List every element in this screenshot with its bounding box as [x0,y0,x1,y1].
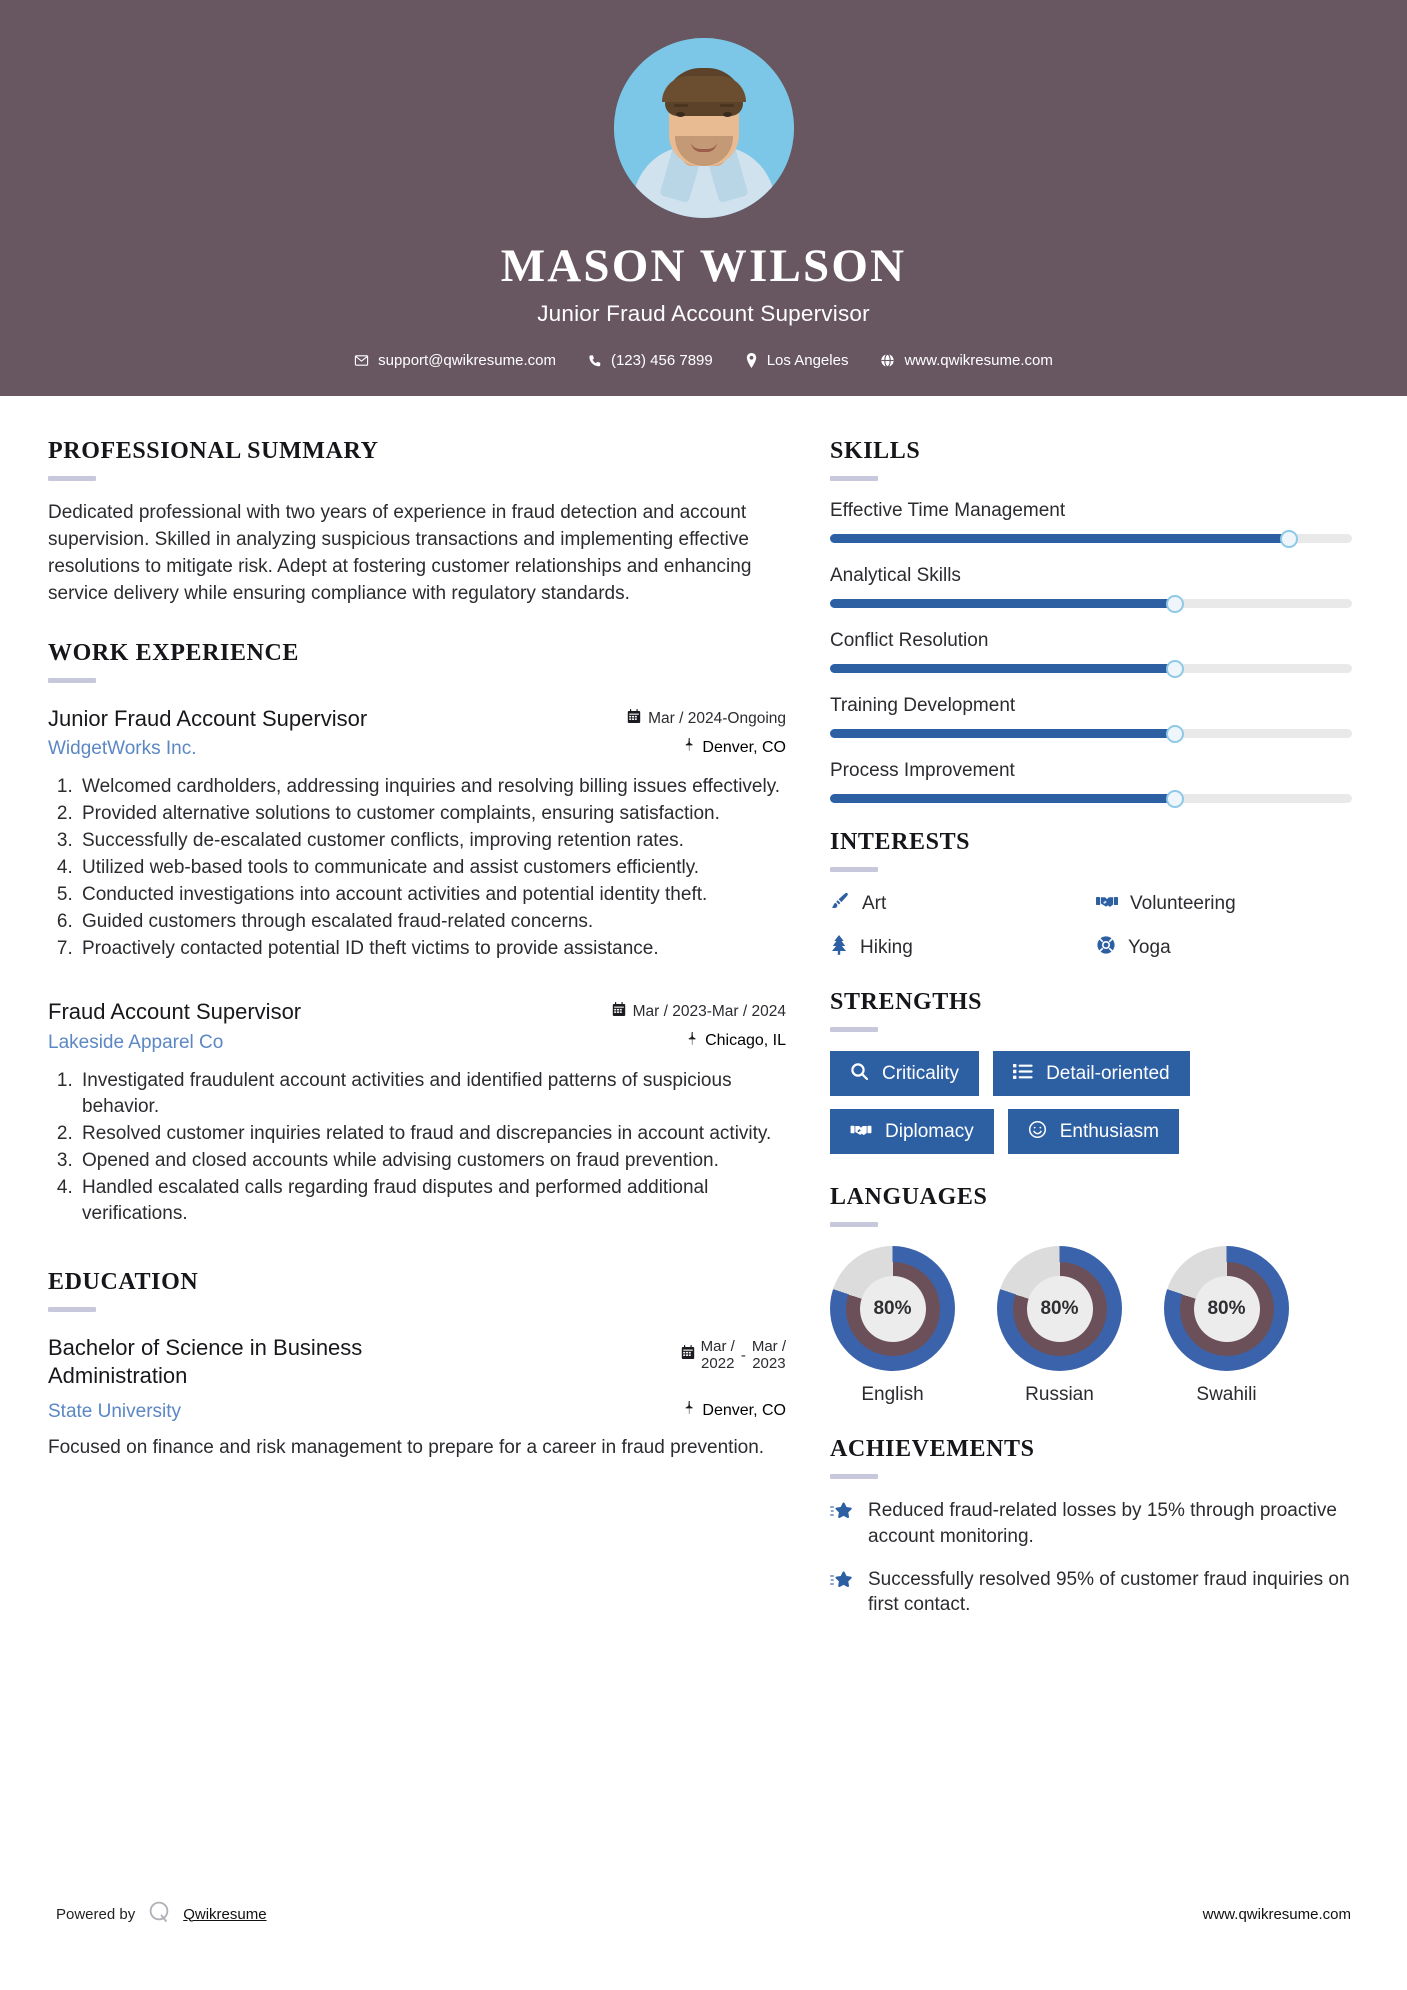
language-label: Swahili [1196,1384,1257,1405]
skill-item [830,630,1352,673]
skill-item [830,760,1352,803]
interest-item [830,891,1086,917]
skill-item [830,565,1352,608]
strength-chip-criticality[interactable] [830,1051,979,1096]
skill-bar [830,534,1352,543]
skill-bar-fill [830,534,1289,543]
section-achievements [830,1436,1352,1618]
job-dates [576,709,786,729]
skill-label: Conflict Resolution [830,630,989,651]
section-title: LANGUAGES [830,1184,988,1210]
paintbrush-icon [830,891,850,917]
section-strengths [830,989,1352,1154]
language-donut [997,1246,1122,1371]
language-item [997,1246,1122,1406]
powered-by-label: Powered by [56,1905,136,1923]
list-item: 6. Guided customers through escalated fraud-related concerns. [78,909,786,935]
handshake-icon [850,1120,872,1143]
interest-item [830,935,1086,961]
section-title: STRENGTHS [830,989,983,1015]
left-column [48,438,786,1635]
language-percent: 80% [860,1276,926,1342]
language-item [1164,1246,1289,1406]
job-title: Fraud Account Supervisor [48,999,302,1025]
job-bullets [48,1068,786,1227]
section-title: EDUCATION [48,1269,199,1296]
skill-bar [830,599,1352,608]
contact-phone-text: (123) 456 7899 [610,352,713,370]
skill-bar-fill [830,794,1175,803]
summary-text: Dedicated professional with two years of experience in fraud detection and account supervision. Skilled in analyzing suspicious transactions and implementing effective resolutions to mitigate risk. Adept at fostering customer relationships and enhancing service delivery while ensuring compliance with regulatory standards. [48,502,752,604]
skill-bar [830,664,1352,673]
strength-chip-detail-oriented[interactable] [993,1051,1190,1096]
language-label: Russian [1025,1384,1094,1405]
skill-label: Training Development [830,695,1016,716]
skill-bar [830,729,1352,738]
school-location [684,1401,786,1420]
section-rule [48,1307,96,1312]
job-dates [576,1002,786,1022]
interest-label: Yoga [1128,937,1171,958]
lifebuoy-icon [1096,935,1116,961]
education-entry [48,1334,786,1461]
candidate-name: MASON WILSON [500,240,907,292]
skill-bar-knob[interactable] [1166,660,1184,678]
section-skills [830,438,1352,803]
skill-bar-fill [830,729,1175,738]
job-location [684,738,786,757]
company-name: Lakeside Apparel Co [48,1031,224,1053]
achievement-item [830,1498,1352,1550]
strength-chip-enthusiasm[interactable] [1008,1109,1179,1154]
pin-icon [687,1032,698,1051]
page-footer [0,1872,1407,1990]
interest-item [1096,891,1352,917]
job-title: Junior Fraud Account Supervisor [48,705,368,731]
list-item: 3. Successfully de-escalated customer conflicts, improving retention rates. [78,828,786,854]
language-donut [1164,1246,1289,1371]
footer-website[interactable]: www.qwikresume.com [1202,1905,1351,1923]
section-professional-summary [48,438,786,608]
section-languages [830,1184,1352,1406]
list-item: 2. Provided alternative solutions to customer complaints, ensuring satisfaction. [78,801,786,827]
pin-icon [684,738,695,757]
star-icon [830,1498,854,1532]
resume-body [0,396,1407,1635]
section-title: WORK EXPERIENCE [48,639,300,666]
education-dates [576,1338,786,1373]
contact-location-text: Los Angeles [766,352,849,370]
list-item: 1. Investigated fraudulent account activities and identified patterns of suspicious behavior. [78,1068,786,1120]
section-rule [830,1222,878,1227]
skill-item [830,695,1352,738]
handshake-icon [1096,891,1118,917]
skill-label: Effective Time Management [830,500,1066,521]
achievement-item [830,1567,1352,1619]
section-rule [48,678,96,683]
company-name: WidgetWorks Inc. [48,738,197,760]
skill-bar [830,794,1352,803]
list-item: 4. Utilized web-based tools to communicate and assist customers efficiently. [78,855,786,881]
achievement-text: Successfully resolved 95% of customer fraud inquiries on first contact. [868,1568,1350,1616]
job-bullets [48,774,786,962]
strength-label: Enthusiasm [1059,1121,1159,1142]
strength-label: Diplomacy [885,1121,974,1142]
contact-email[interactable] [338,352,572,369]
phone-icon [588,354,602,368]
section-title: ACHIEVEMENTS [830,1436,1035,1462]
job-dates-text: Mar / 2023-Mar / 2024 [632,1003,786,1021]
interest-item [1096,935,1352,961]
education-description: Focused on finance and risk management to prepare for a career in fraud prevention. [48,1437,765,1459]
skill-item [830,500,1352,543]
calendar-icon [681,1345,695,1365]
skill-bar-fill [830,599,1175,608]
section-rule [830,1027,878,1032]
qwikresume-logo-icon [146,1899,172,1929]
date-year: 2023 [752,1355,786,1373]
map-pin-icon [745,353,758,368]
date-separator: - [740,1346,746,1364]
language-donut [830,1246,955,1371]
search-icon [850,1062,869,1085]
strength-label: Detail-oriented [1046,1063,1170,1084]
contact-website-text: www.qwikresume.com [904,352,1053,370]
language-item [830,1246,955,1406]
section-education [48,1269,786,1461]
skill-label: Process Improvement [830,760,1015,781]
candidate-role: Junior Fraud Account Supervisor [537,301,870,327]
section-work-experience [48,640,786,1227]
education-start-date [701,1338,735,1373]
list-item: 1. Welcomed cardholders, addressing inquiries and resolving billing issues effectively. [78,774,786,800]
skill-bar-knob[interactable] [1166,725,1184,743]
achievement-text: Reduced fraud-related losses by 15% through proactive account monitoring. [868,1500,1337,1547]
language-percent: 80% [1194,1276,1260,1342]
calendar-icon [627,709,641,729]
section-title: INTERESTS [830,829,971,855]
strength-label: Criticality [882,1063,960,1084]
interest-label: Hiking [860,937,913,958]
section-rule [830,1474,878,1479]
education-end-date [752,1338,786,1373]
degree-title: Bachelor of Science in Business Administration [48,1335,363,1388]
job-location-text: Chicago, IL [705,1032,786,1050]
contact-location [729,352,865,369]
language-percent: 80% [1027,1276,1093,1342]
list-item: 3. Opened and closed accounts while advising customers on fraud prevention. [78,1148,786,1174]
school-name: State University [48,1401,182,1423]
contact-bar [0,352,1407,369]
contact-website[interactable] [864,352,1068,369]
pin-icon [684,1401,695,1420]
school-location-text: Denver, CO [702,1401,786,1419]
envelope-icon [354,353,369,368]
list-item: 7. Proactively contacted potential ID theft victims to provide assistance. [78,936,786,962]
skill-bar-knob[interactable] [1166,595,1184,613]
qwikresume-link[interactable]: Qwikresume [183,1905,267,1923]
star-icon [830,1567,854,1601]
date-year: 2022 [701,1355,735,1373]
experience-entry [48,998,786,1227]
list-icon [1013,1063,1033,1084]
section-title: SKILLS [830,438,921,464]
section-rule [830,867,878,872]
contact-phone[interactable] [572,352,729,369]
section-rule [830,476,878,481]
language-label: English [861,1384,924,1405]
tree-icon [830,935,848,961]
section-title: PROFESSIONAL SUMMARY [48,438,379,464]
right-column [830,438,1352,1635]
smiley-icon [1028,1120,1047,1143]
date-month: Mar / [751,1338,786,1356]
experience-entry [48,705,786,963]
job-dates-text: Mar / 2024-Ongoing [648,709,786,727]
section-rule [48,476,96,481]
date-month: Mar / [700,1338,735,1356]
strength-chip-diplomacy[interactable] [830,1109,994,1154]
job-location [687,1032,786,1051]
resume-header [0,0,1407,396]
list-item: 4. Handled escalated calls regarding fraud disputes and performed additional verifications. [78,1175,786,1227]
avatar [614,38,794,218]
skill-bar-knob[interactable] [1166,790,1184,808]
calendar-icon [612,1002,626,1022]
list-item: 2. Resolved customer inquiries related to fraud and discrepancies in account activity. [78,1121,786,1147]
globe-icon [880,353,895,368]
list-item: 5. Conducted investigations into account activities and potential identity theft. [78,882,786,908]
interest-label: Art [862,893,887,914]
skill-bar-fill [830,664,1175,673]
interest-label: Volunteering [1130,893,1236,914]
job-location-text: Denver, CO [702,738,786,756]
contact-email-text: support@qwikresume.com [378,352,556,370]
section-interests [830,829,1352,961]
skill-label: Analytical Skills [830,565,961,586]
skill-bar-knob[interactable] [1280,530,1298,548]
